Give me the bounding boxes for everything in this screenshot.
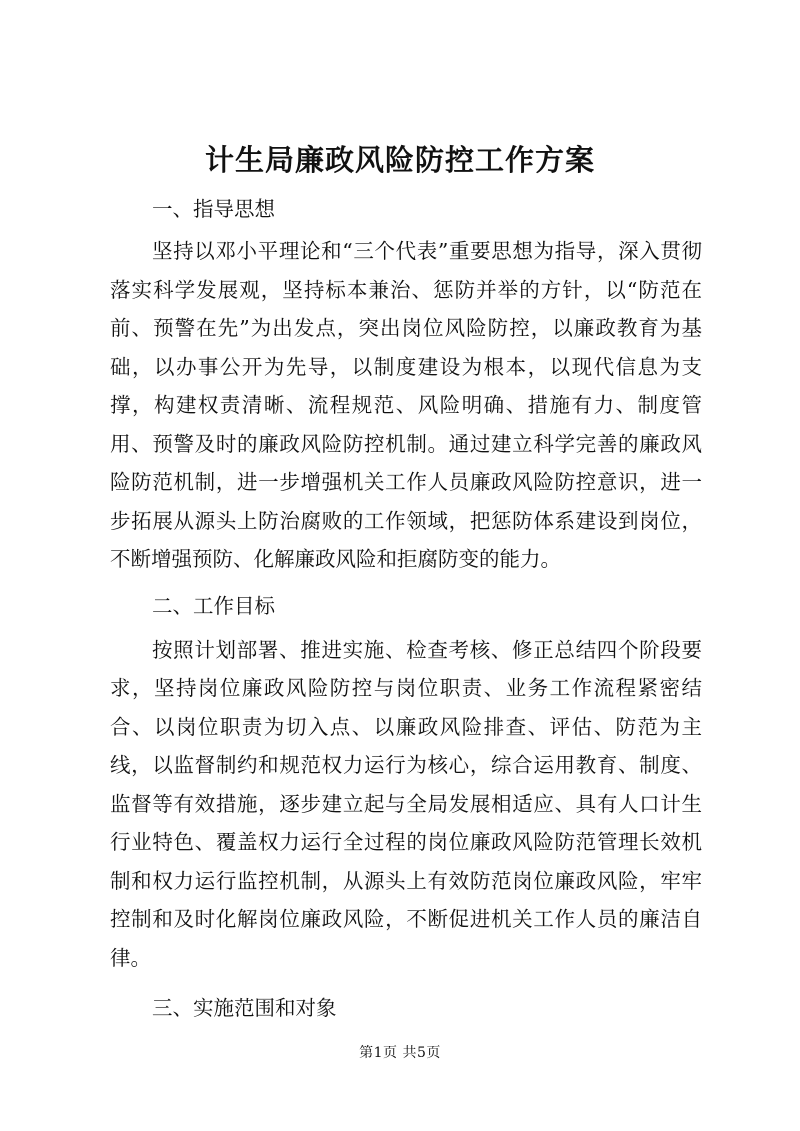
- document-body: [110, 190, 702, 1027]
- page-number: 第1页 共5页: [359, 1045, 441, 1061]
- section-paragraph-work-goals: 按照计划部署、推进实施、检查考核、修正总结四个阶段要求，坚持岗位廉政风险防控与岗位职责、业务工作流程紧密结合、以岗位职责为切入点、以廉政风险排查、评估、防范为主线，以监督制约和规范权力运行为核心，综合运用教育、制度、监督等有效措施，逐步建立起与全局发展相适应、具有人口计生行业特色、覆盖权力运行全过程的岗位廉政风险防范管理长效机制和权力运行监控机制，从源头上有效防范岗位廉政风险，牢牢控制和及时化解岗位廉政风险，不断促进机关工作人员的廉洁自律。: [110, 637, 702, 970]
- section-heading-scope: 三、实施范围和对象: [152, 996, 337, 1020]
- document-title: 计生局廉政风险防控工作方案: [204, 143, 595, 177]
- section-heading-work-goals: 二、工作目标: [152, 593, 275, 618]
- section-heading-guiding-thought: 一、指导思想: [152, 197, 275, 221]
- section-paragraph-guiding-thought: 坚持以邓小平理论和“三个代表”重要思想为指导，深入贯彻落实科学发展观，坚持标本兼治、惩防并举的方针，以“防范在前、预警在先”为出发点，突出岗位风险防控，以廉政教育为基础，以办事公开为先导，以制度建设为根本，以现代信息为支撑，构建权责清晰、流程规范、风险明确、措施有力、制度管用、预警及时的廉政风险防控机制。通过建立科学完善的廉政风险防范机制，进一步增强机关工作人员廉政风险防控意识，进一步拓展从源头上防治腐败的工作领域，把惩防体系建设到岗位，不断增强预防、化解廉政风险和拒腐防变的能力。: [110, 239, 702, 571]
